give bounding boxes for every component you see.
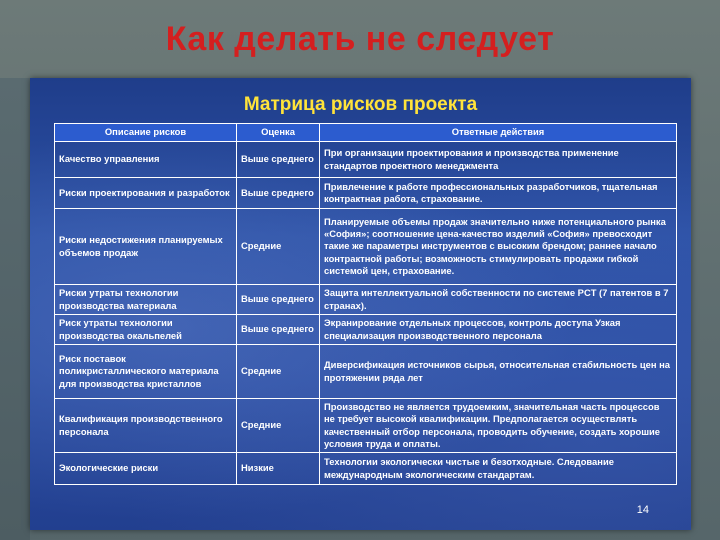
matrix-title: Матрица рисков проекта bbox=[243, 94, 478, 115]
table-row bbox=[55, 209, 677, 285]
header-rating: Оценка bbox=[237, 124, 320, 142]
risk-cell: Экологические риски bbox=[55, 453, 237, 485]
risk-cell: Квалификация производственного персонала bbox=[55, 399, 237, 453]
action-cell: Планируемые объемы продаж значительно ниже потенциального рынка «София»; соотношение цена-качество изделий «София» превосходит такие же параметры инструментов с высоким брендом; раннее начало контрактной работы; возможность стимулировать продажи гибкой системой цен, страхование. bbox=[320, 209, 677, 285]
rating-cell: Средние bbox=[237, 209, 320, 285]
table-row bbox=[55, 285, 677, 315]
action-cell: Экранирование отдельных процессов, контроль доступа Узкая специализация производственного персонала bbox=[320, 315, 677, 345]
table-row bbox=[55, 142, 677, 178]
action-cell: Защита интеллектуальной собственности по системе PCT (7 патентов в 7 странах). bbox=[320, 285, 677, 315]
table-header-row bbox=[55, 124, 677, 142]
risk-cell: Качество управления bbox=[55, 142, 237, 178]
table-row bbox=[55, 315, 677, 345]
left-background-strip bbox=[0, 78, 30, 540]
rating-cell: Средние bbox=[237, 345, 320, 399]
action-cell: Привлечение к работе профессиональных разработчиков, тщательная контрактная работа, страхование. bbox=[320, 178, 677, 209]
rating-cell: Выше среднего bbox=[237, 142, 320, 178]
table-row bbox=[55, 399, 677, 453]
slide-title: Как делать не следует bbox=[165, 20, 555, 58]
risk-matrix-table bbox=[54, 123, 677, 485]
action-cell: При организации проектирования и производства применение стандартов проектного менеджмента bbox=[320, 142, 677, 178]
table-row bbox=[55, 345, 677, 399]
risk-cell: Риски утраты технологии производства материала bbox=[55, 285, 237, 315]
action-cell: Производство не является трудоемким, значительная часть процессов не требует высокой квалификации. Предполагается осуществлять качественный отбор персонала, проводить обучение, создать хорошие условия труда и оплаты. bbox=[320, 399, 677, 453]
content-panel bbox=[30, 78, 691, 530]
rating-cell: Выше среднего bbox=[237, 315, 320, 345]
table-row bbox=[55, 453, 677, 485]
rating-cell: Низкие bbox=[237, 453, 320, 485]
risk-cell: Риски проектирования и разработок bbox=[55, 178, 237, 209]
risk-cell: Риски недостижения планируемых объемов продаж bbox=[55, 209, 237, 285]
table-row bbox=[55, 178, 677, 209]
risk-cell: Риск поставок поликристаллического материала для производства кристаллов bbox=[55, 345, 237, 399]
page-number: 14 bbox=[636, 504, 649, 516]
action-cell: Диверсификация источников сырья, относительная стабильность цен на протяжении ряда лет bbox=[320, 345, 677, 399]
rating-cell: Выше среднего bbox=[237, 178, 320, 209]
rating-cell: Выше среднего bbox=[237, 285, 320, 315]
header-response-actions: Ответные действия bbox=[320, 124, 677, 142]
action-cell: Технологии экологически чистые и безотходные. Следование международным экологическим стандартам. bbox=[320, 453, 677, 485]
risk-cell: Риск утраты технологии производства окальпелей bbox=[55, 315, 237, 345]
header-risk-description: Описание рисков bbox=[55, 124, 237, 142]
rating-cell: Средние bbox=[237, 399, 320, 453]
